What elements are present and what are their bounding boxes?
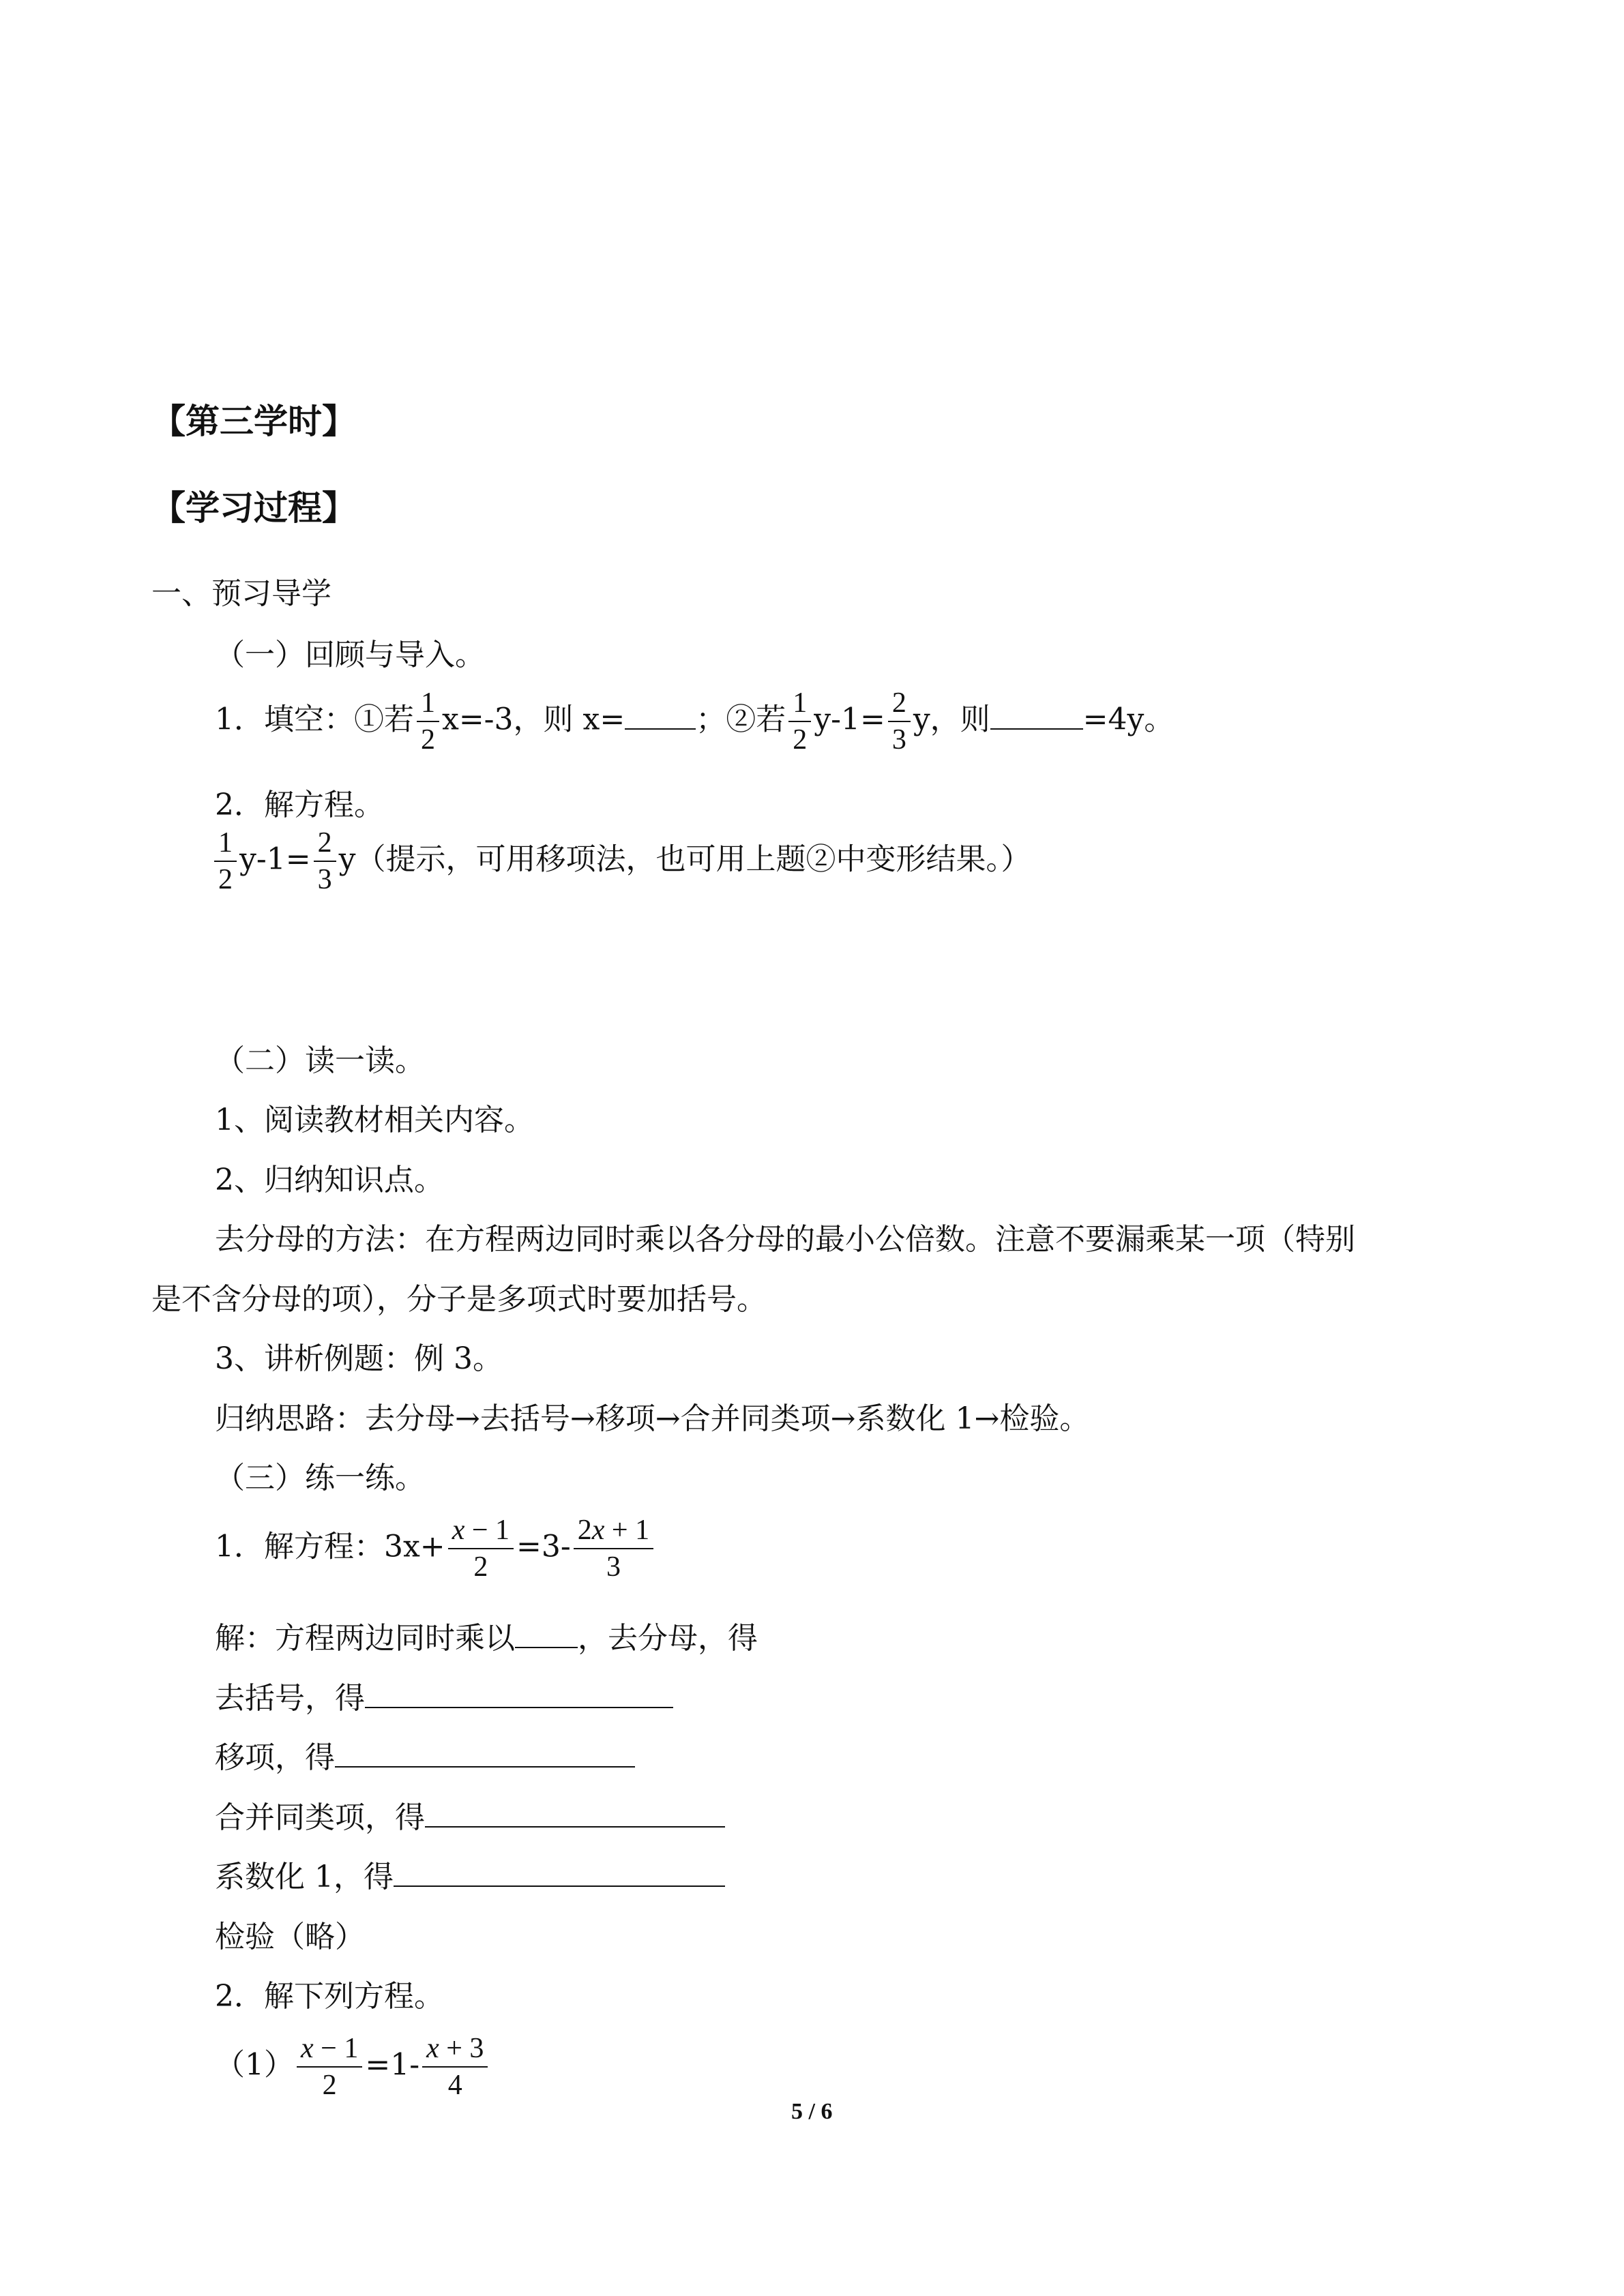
question-1-fill: [215, 685, 1174, 758]
step-2: 去括号，得: [215, 1680, 673, 1718]
step-5: 系数化 1，得: [215, 1858, 725, 1896]
practice-2-eq: =1-: [365, 2047, 420, 2083]
frac-den: 3: [317, 864, 332, 895]
q1-prefix: 1．填空：①若: [215, 702, 414, 737]
frac-num: 1: [417, 685, 439, 722]
summary-text: 归纳思路：去分母→去括号→移项→合并同类项→系数化 1→检验。: [215, 1401, 1090, 1436]
lesson-heading: 【第三学时】: [151, 402, 356, 441]
fraction-half: [417, 685, 439, 758]
section-title: 一、预习导学: [151, 576, 331, 611]
step-3: 移项，得: [215, 1739, 635, 1777]
frac-den: 3: [891, 724, 906, 756]
part1-title: （一）回顾与导入。: [215, 638, 485, 672]
answer-blank-step-3[interactable]: [335, 1739, 635, 1768]
step-4: 合并同类项，得: [215, 1799, 725, 1837]
read-item-1: 1、阅读教材相关内容。: [215, 1103, 534, 1137]
fraction-half: [788, 685, 811, 758]
q1-x-eq: x=-3，则 x=: [442, 702, 625, 737]
q2-hint: y（提示，可用移项法，也可用上题②中变形结果。）: [338, 841, 1031, 877]
fraction-two-thirds: [888, 685, 911, 758]
answer-blank-multiplier[interactable]: [515, 1620, 578, 1648]
frac-den: 2: [421, 724, 435, 756]
frac-num: 1: [214, 825, 237, 862]
frac-den: 4: [447, 2070, 462, 2101]
step-1: 解：方程两边同时乘以 ，去分母，得: [215, 1621, 758, 1656]
practice-1-prefix: 1．解方程：: [215, 1529, 384, 1564]
frac-den: 2: [793, 724, 808, 756]
method-text-line-1: 去分母的方法：在方程两边同时乘以各分母的最小公倍数。注意不要漏乘某一项（特别: [215, 1222, 1355, 1257]
fraction-two-thirds: [314, 825, 336, 897]
frac-den: 2: [322, 2070, 337, 2101]
question-2-title: 2．解方程。: [215, 788, 384, 822]
q2-mid: y-1=: [239, 841, 311, 877]
method-text-line-2: 是不含分母的项），分子是多项式时要加括号。: [151, 1282, 767, 1317]
practice-2-equation: [215, 2031, 490, 2103]
answer-blank-step-5[interactable]: [394, 1858, 725, 1887]
step-6: 检验（略）: [215, 1920, 365, 1954]
frac-num: x + 3: [422, 2031, 488, 2068]
fraction-2x-plus-1-over-3: [574, 1512, 653, 1585]
fraction-x-minus-1-over-2: [297, 2031, 362, 2103]
answer-blank-step-2[interactable]: [365, 1680, 673, 1708]
fraction-half: [214, 825, 237, 897]
frac-num: 1: [788, 685, 811, 722]
frac-num: x − 1: [448, 1512, 514, 1549]
practice-2-label: （1）: [215, 2047, 294, 2083]
read-item-2: 2、归纳知识点。: [215, 1163, 444, 1197]
page-number: 5 / 6: [791, 2099, 833, 2124]
frac-num: 2x + 1: [574, 1512, 653, 1549]
q1-mid: y-1=: [814, 702, 885, 737]
fraction-x-minus-1-over-2: [448, 1512, 514, 1585]
frac-num: 2: [314, 825, 336, 862]
q1-y-then: y，则: [913, 702, 990, 737]
part2-title: （二）读一读。: [215, 1043, 425, 1078]
frac-den: 2: [218, 864, 233, 895]
answer-blank-expr[interactable]: [990, 701, 1083, 730]
part3-title: （三）练一练。: [215, 1461, 425, 1495]
frac-num: 2: [888, 685, 911, 722]
frac-num: x − 1: [297, 2031, 362, 2068]
q1-sep: ；②若: [696, 702, 786, 737]
practice-1-eq: =3-: [516, 1529, 571, 1564]
q1-tail: =4y。: [1082, 702, 1175, 737]
practice-1-equation: [215, 1512, 656, 1585]
answer-blank-x[interactable]: [625, 701, 696, 730]
frac-den: 2: [473, 1551, 488, 1583]
practice-1-lhs: 3x+: [384, 1529, 445, 1564]
fraction-x-plus-3-over-4: [422, 2031, 488, 2103]
question-2-equation: [211, 825, 1031, 897]
frac-den: 3: [606, 1551, 621, 1583]
answer-blank-step-4[interactable]: [425, 1799, 725, 1828]
practice-2-title: 2．解下列方程。: [215, 1979, 444, 2014]
process-heading: 【学习过程】: [151, 488, 356, 528]
read-item-3: 3、讲析例题：例 3。: [215, 1341, 503, 1376]
